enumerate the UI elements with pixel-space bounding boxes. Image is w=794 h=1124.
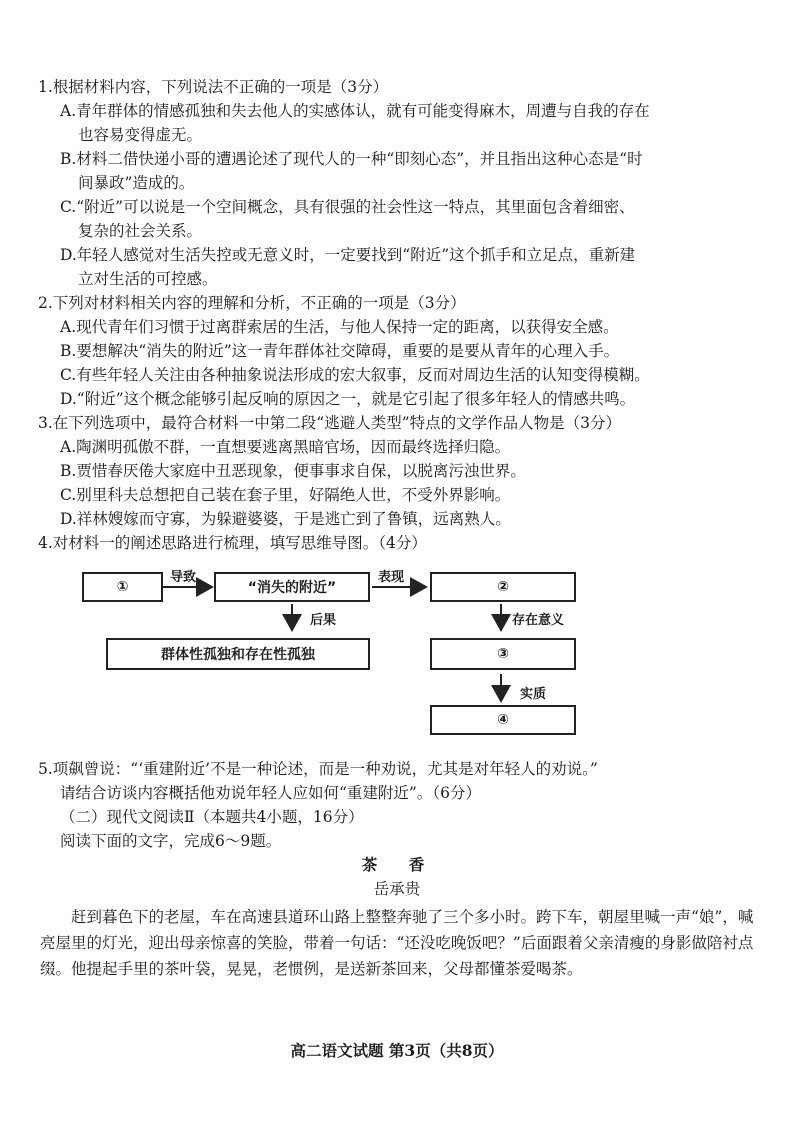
q1-option-c-cont: 复杂的社会关系。 xyxy=(78,222,203,240)
diagram-label-show: 表现 xyxy=(378,570,405,585)
q1-option-a-cont: 也容易变得虚无。 xyxy=(78,126,203,144)
story-title: 茶 香 xyxy=(361,855,433,874)
story-paragraph: 赶到暮色下的老屋，车在高速县道环山路上整整奔驰了三个多小时。跨下车，朝屋里喊一声“娘”，喊亮屋里的灯光，迎出母亲惊喜的笑脸，带着一句话：“还没吃晚饭吧？”后面跟着父亲清瘦的身影做陪衬点缀。他提起手里的茶叶袋，晃晃，老惯例，是送新茶回来，父母都懂茶爱喝茶。 xyxy=(40,908,754,978)
q3-stem: 3.在下列选项中，最符合材料一中第二段“逃避人类型”特点的文学作品人物是（3分） xyxy=(38,414,622,432)
q3-option-c: C.别里科夫总想把自己装在套子里，好隔绝人世，不受外界影响。 xyxy=(60,486,511,504)
q2-option-d: D.“附近”这个概念能够引起反响的原因之一，就是它引起了很多年轻人的情感共鸣。 xyxy=(60,390,636,408)
diagram-box-1: ① xyxy=(82,572,163,602)
q1-stem: 1.根据材料内容，下列说法不正确的一项是（3分） xyxy=(38,78,389,96)
diagram-box-center: “消失的附近” xyxy=(214,572,370,602)
page-footer: 高二语文试题 第3页（共8页） xyxy=(290,1041,504,1060)
q5-stem: 5.项飙曾说：“‘重建附近’不是一种论述，而是一种劝说，尤其是对年轻人的劝说。” xyxy=(38,760,598,778)
q2-option-b: B.要想解决“消失的附近”这一青年群体社交障碍，重要的是要从青年的心理入手。 xyxy=(60,342,620,360)
q1-option-d: D.年轻人感觉对生活失控或无意义时，一定要找到“附近”这个抓手和立足点，重新建 xyxy=(60,246,636,264)
diagram-box-3: ③ xyxy=(430,638,576,670)
q4-stem: 4.对材料一的阐述思路进行梳理，填写思维导图。（4分） xyxy=(38,534,427,552)
q2-stem: 2.下列对材料相关内容的理解和分析，不正确的一项是（3分） xyxy=(38,294,466,312)
diagram-box-2: ② xyxy=(430,572,576,602)
diagram-box-4: ④ xyxy=(430,705,576,735)
q3-option-d: D.祥林嫂嫁而守寡，为躲避婆婆，于是逃亡到了鲁镇，远离熟人。 xyxy=(60,510,511,528)
diagram-label-lead: 导致 xyxy=(170,570,197,585)
diagram-box-left-bottom: 群体性孤独和存在性孤独 xyxy=(106,638,370,670)
story-author: 岳承贵 xyxy=(373,880,421,898)
q2-option-c: C.有些年轻人关注由各种抽象说法形成的宏大叙事，反而对周边生活的认知变得模糊。 xyxy=(60,366,650,384)
q1-option-b: B.材料二借快递小哥的遭遇论述了现代人的一种“即刻心态”，并且指出这种心态是“时 xyxy=(60,150,643,168)
section-instruction: 阅读下面的文字，完成6～9题。 xyxy=(60,832,282,850)
section-heading: （二）现代文阅读Ⅱ（本题共4小题，16分） xyxy=(60,808,364,826)
q1-option-d-cont: 立对生活的可控感。 xyxy=(78,270,218,288)
q3-option-a: A.陶渊明孤傲不群，一直想要逃离黑暗官场，因而最终选择归隐。 xyxy=(60,438,511,456)
q1-option-c: C.“附近”可以说是一个空间概念，具有很强的社会性这一特点，其里面包含着细密、 xyxy=(60,198,635,216)
diagram-label-essence: 实质 xyxy=(520,687,547,702)
diagram-label-meaning: 存在意义 xyxy=(512,613,565,628)
q1-option-a: A.青年群体的情感孤独和失去他人的实感体认，就有可能变得麻木，周遭与自我的存在 xyxy=(60,102,650,120)
q3-option-b: B.贾惜春厌倦大家庭中丑恶现象，便事事求自保，以脱离污浊世界。 xyxy=(60,462,526,480)
q1-option-b-cont: 间暴政”造成的。 xyxy=(78,174,195,192)
diagram-label-result: 后果 xyxy=(310,613,337,628)
q5-stem-cont: 请结合访谈内容概括他劝说年轻人应如何“重建附近”。（6分） xyxy=(60,784,481,802)
q2-option-a: A.现代青年们习惯于过离群索居的生活，与他人保持一定的距离，以获得安全感。 xyxy=(60,318,619,336)
